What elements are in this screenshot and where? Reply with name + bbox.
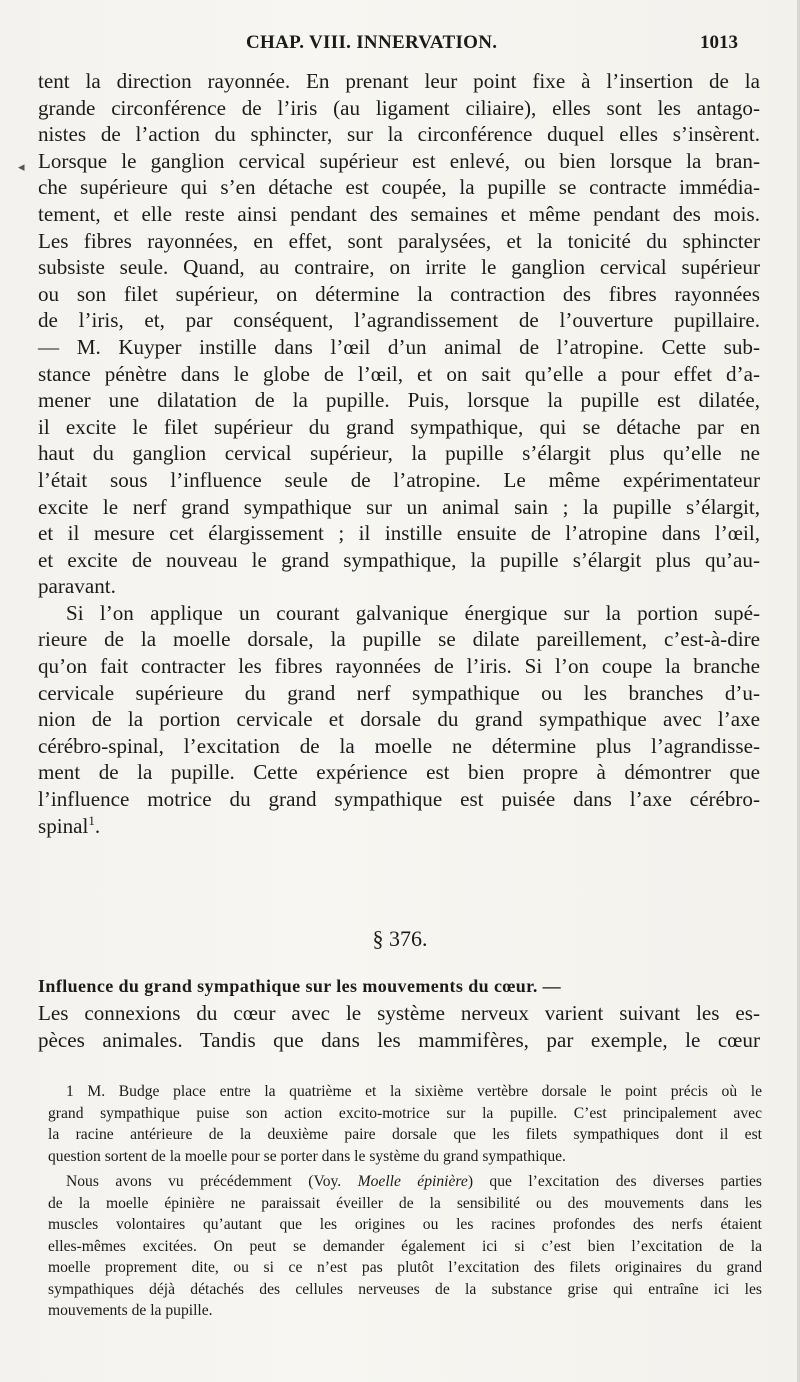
text-fragment: spinal xyxy=(38,813,89,838)
footnote-line: grand sympathique puise son action excito-motrice sur la pupille. C’est principalement avec xyxy=(48,1104,762,1122)
footnote-1 xyxy=(48,1081,762,1103)
text-line: et il mesure cet élargissement ; il instille ensuite de l’atropine dans l’œil, xyxy=(38,521,760,546)
section-text xyxy=(38,972,760,1054)
text-line: subsiste seule. Quand, au contraire, on irrite le ganglion cervical supérieur xyxy=(38,255,760,280)
text-line: nistes de l’action du sphincter, sur la circonférence duquel elles s’insèrent. xyxy=(38,122,760,147)
text-line: cervicale supérieure du grand nerf sympathique ou les branches d’u- xyxy=(38,680,760,705)
text-line: cérébro-spinal, l’excitation de la moelle ne détermine plus l’agrandisse- xyxy=(38,733,760,758)
footnote-line xyxy=(48,1081,762,1103)
text-line: pèces animales. Tandis que dans les mammifères, par exemple, le cœur xyxy=(38,1028,760,1052)
footnote-line xyxy=(48,1171,762,1193)
text-line: tent la direction rayonnée. En prenant leur point fixe à l’insertion de la xyxy=(38,69,760,93)
text-line: qu’on fait contracter les fibres rayonnées de l’iris. Si l’on coupe la branche xyxy=(38,654,760,679)
section-number: § 376. xyxy=(372,926,428,951)
text-line: Si l’on applique un courant galvanique énergique sur la portion supé- xyxy=(66,600,760,625)
text-fragment: . xyxy=(94,813,101,838)
text-line: et excite de nouveau le grand sympathique, la pupille s’élargit plus qu’au- xyxy=(38,547,760,572)
text-line: ou son filet supérieur, on détermine la contraction des fibres rayonnées xyxy=(38,281,760,306)
footnote-reference[interactable]: 1 xyxy=(88,812,95,828)
text-line: Les fibres rayonnées, en effet, sont paralysées, et la tonicité du sphincter xyxy=(38,228,760,253)
running-header xyxy=(0,30,800,60)
text-line: Lorsque le ganglion cervical supérieur est enlevé, ou bien lorsque la bran- xyxy=(38,148,760,173)
footnote-line: muscles volontaires qu’autant que les origines ou les racines profondes des nerfs étaient xyxy=(48,1216,762,1233)
footnote-2 xyxy=(48,1171,762,1193)
footnote-line: la racine antérieure de la deuxième paire dorsale que les filets sympathiques dont il est xyxy=(48,1126,762,1143)
footnote-line: mouvements de la pupille. xyxy=(48,1302,213,1319)
text-line: Les connexions du cœur avec le système nerveux varient suivant les es- xyxy=(38,1001,760,1025)
section-heading-line xyxy=(38,972,760,1000)
text-line: stance pénètre dans le globe de l’œil, et on sait qu’elle a pour effet d’a- xyxy=(38,361,760,386)
text-fragment: M. Budge place entre la quatrième et la sixième vertèbre dorsale le point précis où le xyxy=(87,1083,762,1100)
text-fragment: Nous avons vu précédemment (Voy. xyxy=(66,1173,342,1190)
footnote-line: de la moelle épinière ne paraissait éveiller de la sensibilité ou des mouvements dans les xyxy=(48,1194,762,1212)
text-line: rieure de la moelle dorsale, la pupille se dilate pareillement, c’est-à-dire xyxy=(38,627,760,652)
text-line xyxy=(38,813,760,840)
page-number: 1013 xyxy=(700,32,738,53)
text-line: il excite le filet supérieur du grand sympathique, qui se détache par en xyxy=(38,414,760,439)
text-line: nion de la portion cervicale et dorsale du grand sympathique avec l’axe xyxy=(38,707,760,732)
footnote-line: moelle proprement dite, ou si ce n’est pas plutôt l’excitation des filets originaires du grand xyxy=(48,1259,762,1276)
text-line: paravant. xyxy=(38,574,116,599)
text-line: haut du ganglion cervical supérieur, la pupille s’élargit plus qu’elle ne xyxy=(38,441,760,466)
footnote-marker: 1 xyxy=(66,1083,74,1100)
text-line: de l’iris, et, par conséquent, l’agrandissement de l’ouverture pupillaire. xyxy=(38,308,760,333)
text-line: grande circonférence de l’iris (au ligament ciliaire), elles sont les antago- xyxy=(38,95,760,120)
text-fragment: ) que l’excitation des diverses parties xyxy=(467,1173,762,1190)
footnote-line: question sortent de la moelle pour se porter dans le système du grand sympathique. xyxy=(48,1147,566,1165)
text-line: l’influence motrice du grand sympathique est puisée dans l’axe cérébro- xyxy=(38,787,760,812)
section-dash: — xyxy=(537,976,562,996)
paragraph-1 xyxy=(38,68,760,600)
text-line: tement, et elle reste ainsi pendant des semaines et même pendant des mois. xyxy=(38,201,760,226)
chapter-title: CHAP. VIII. INNERVATION. xyxy=(246,32,498,53)
text-line: che supérieure qui s’en détache est coupée, la pupille se contracte immédia- xyxy=(38,175,760,200)
main-text xyxy=(38,68,760,839)
footnotes xyxy=(48,1081,762,1322)
footnote-line: elles-mêmes excitées. On peut se demander également ici si c’est bien l’excitation de la xyxy=(48,1237,762,1255)
footnote-line: sympathiques déjà détachés des cellules nerveuses de la substance grise qui entraîne ici les xyxy=(48,1280,762,1298)
italic-reference: Moelle épinière xyxy=(357,1173,468,1190)
text-line: excite le nerf grand sympathique sur un animal sain ; la pupille s’élargit, xyxy=(38,494,760,519)
text-line: mener une dilatation de la pupille. Puis, lorsque la pupille est dilatée, xyxy=(38,388,760,413)
paragraph-2 xyxy=(38,600,760,839)
text-line: — M. Kuyper instille dans l’œil d’un animal de l’atropine. Cette sub- xyxy=(38,334,760,359)
text-line: ment de la pupille. Cette expérience est bien propre à démontrer que xyxy=(38,760,760,785)
text-line: l’était sous l’influence seule de l’atropine. Le même expérimentateur xyxy=(38,467,760,492)
margin-mark: ◂ xyxy=(18,160,25,175)
section-title: Influence du grand sympathique sur les mouvements du cœur. xyxy=(38,976,538,996)
